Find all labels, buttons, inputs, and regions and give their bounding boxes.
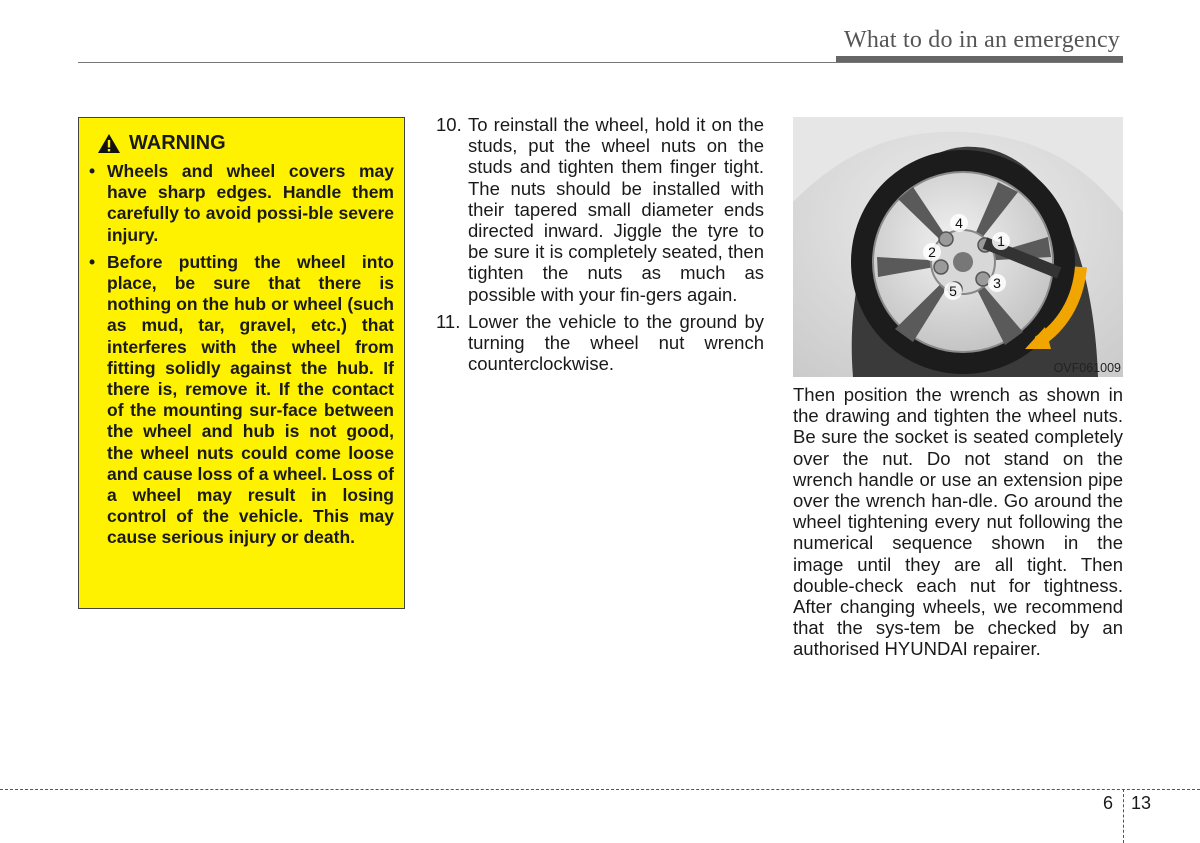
steps-column [436, 114, 764, 380]
footer-rule [0, 789, 1200, 790]
warning-item: • Wheels and wheel covers may have sharp edges. Handle them carefully to avoid possi-ble severe injury. [89, 161, 394, 246]
wheel-figure [793, 117, 1123, 377]
step-number: 10. [436, 114, 462, 135]
header-rule-accent [836, 56, 1123, 62]
warning-list [89, 161, 394, 549]
step-item [436, 114, 764, 305]
wheel-illustration [793, 117, 1123, 377]
footer-divider [1123, 789, 1124, 843]
body-paragraph: Then position the wrench as shown in the drawing and tighten the wheel nuts. Be sure the socket is seated completely over the nut. Do not stand on the wrench handle or use an extension pipe over the wrench han-dle. Go around the wheel tightening every nut following the numerical sequence shown in the image until they are all tight. Then double-check each nut for tightness. After changing wheels, we recommend that the sys-tem be checked by an authorised HYUNDAI repairer. [793, 384, 1123, 660]
nut-label: 4 [955, 215, 963, 231]
warning-triangle-icon [97, 133, 121, 154]
nut-label: 1 [997, 233, 1005, 249]
section-title: What to do in an emergency [844, 27, 1120, 53]
figure-code: OVF061009 [1053, 361, 1121, 375]
warning-box [78, 117, 405, 609]
step-item [436, 311, 764, 375]
warning-heading [97, 132, 394, 155]
page-number: 13 [1131, 793, 1152, 813]
nut-label: 3 [993, 275, 1001, 291]
chapter-number: 6 [1103, 793, 1114, 813]
step-text: To reinstall the wheel, hold it on the studs, put the wheel nuts on the studs and tighten them finger tight. The nuts should be installed with their tapered small diameter ends directed inward. Jiggle the tyre to be sure it is completely seated, then tighten the nuts as much as possible with your fin-gers again. [468, 114, 764, 305]
nut-label: 2 [928, 244, 936, 260]
step-text: Lower the vehicle to the ground by turning the wheel nut wrench counterclockwise. [468, 310, 764, 375]
nut-label: 5 [949, 283, 957, 299]
step-number: 11. [436, 310, 461, 332]
warning-title: WARNING [129, 132, 226, 154]
header-rule [78, 62, 1123, 63]
warning-item: • Before putting the wheel into place, be sure that there is nothing on the hub or wheel (such as mud, tar, gravel, etc.) that interferes with the wheel from fitting solidly against the hub. If there is, remove it. If the contact of the mounting sur-face between the wheel and hub is not good, the wheel nuts could come loose and cause loss of a wheel. Loss of a wheel may result in losing control of the vehicle. This may cause serious injury or death. [89, 252, 394, 549]
